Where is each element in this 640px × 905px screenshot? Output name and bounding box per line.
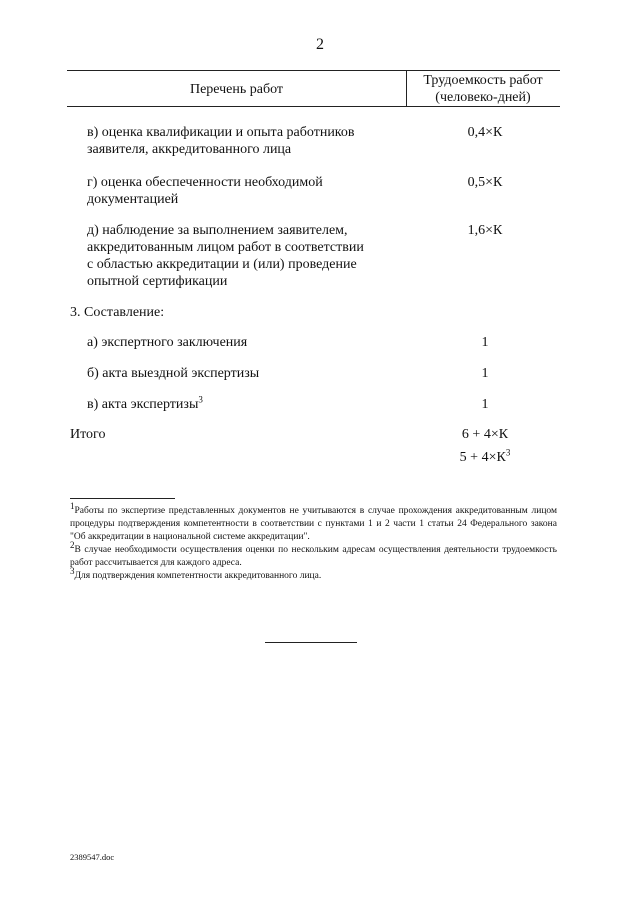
work-item-d-value: 1,6×К <box>467 223 503 238</box>
table-top-rule <box>67 70 560 71</box>
section-3-item-v-value: 1 <box>481 397 489 412</box>
footnote-separator <box>70 498 175 499</box>
work-item-d-line4: опытной сертификации <box>87 274 228 289</box>
section-3-item-v-text: в) акта экспертизы <box>87 397 199 412</box>
work-item-d-line2: аккредитованным лицом работ в соответствии <box>87 240 364 255</box>
footnote-2 <box>70 539 557 570</box>
end-of-document-rule <box>265 642 357 643</box>
footnote-3-text: Для подтверждения компетентности аккредитованного лица. <box>74 571 322 581</box>
section-3-item-b-value: 1 <box>481 366 489 381</box>
work-item-v-line1: в) оценка квалификации и опыта работников <box>87 125 355 140</box>
footnote-2-mark: 2 <box>70 539 75 550</box>
footnote-1 <box>70 500 557 544</box>
work-item-v <box>87 124 387 158</box>
section-3-item-v <box>87 396 387 413</box>
section-3-item-v-footnote-mark: 3 <box>198 394 203 405</box>
header-works-column: Перечень работ <box>189 82 284 97</box>
total-label: Итого <box>70 427 106 442</box>
work-item-g-line2: документацией <box>87 192 179 207</box>
footnotes <box>70 500 557 583</box>
section-3-item-a-value: 1 <box>481 335 489 350</box>
section-3-item-a: а) экспертного заключения <box>87 335 248 350</box>
header-labor-line2: (человеко-дней) <box>435 90 531 105</box>
total-value-2 <box>410 449 560 466</box>
work-item-g-value: 0,5×К <box>467 175 503 190</box>
work-item-d <box>87 222 387 290</box>
work-item-g-line1: г) оценка обеспеченности необходимой <box>87 175 323 190</box>
section-3-item-b: б) акта выездной экспертизы <box>87 366 260 381</box>
total-value-2-text: 5 + 4×К <box>459 450 506 465</box>
total-value-2-footnote-mark: 3 <box>505 447 511 458</box>
work-item-g <box>87 174 387 208</box>
work-item-v-line2: заявителя, аккредитованного лица <box>87 142 292 157</box>
work-item-d-line3: с областью аккредитации и (или) проведение <box>87 257 357 272</box>
table-header-bottom-rule <box>67 106 560 107</box>
header-labor-column <box>406 72 560 106</box>
work-item-d-line1: д) наблюдение за выполнением заявителем, <box>87 223 348 238</box>
footnote-2-text: В случае необходимости осуществления оценки по нескольким адресам осуществления деятельности трудоемкость работ рассчитывается для каждого адреса. <box>70 545 557 568</box>
footnote-1-text: Работы по экспертизе представленных документов не учитываются в случае прохождения аккредитованным лицом процедуры подтверждения компетентности в соответствии с пунктами 1 и 2 части 1 статьи 24 Федерального закона "Об аккредитации в национальной системе аккредитации". <box>70 506 557 542</box>
work-item-v-value: 0,4×К <box>467 125 503 140</box>
page-number: 2 <box>316 36 324 53</box>
footnote-1-mark: 1 <box>70 500 75 511</box>
footnote-3 <box>70 565 557 583</box>
header-labor-line1: Трудоемкость работ <box>423 73 543 88</box>
document-file-code: 2389547.doc <box>70 852 115 862</box>
footnote-3-mark: 3 <box>70 565 75 576</box>
section-3-title: 3. Составление: <box>70 305 165 320</box>
total-value-1: 6 + 4×К <box>461 427 509 442</box>
